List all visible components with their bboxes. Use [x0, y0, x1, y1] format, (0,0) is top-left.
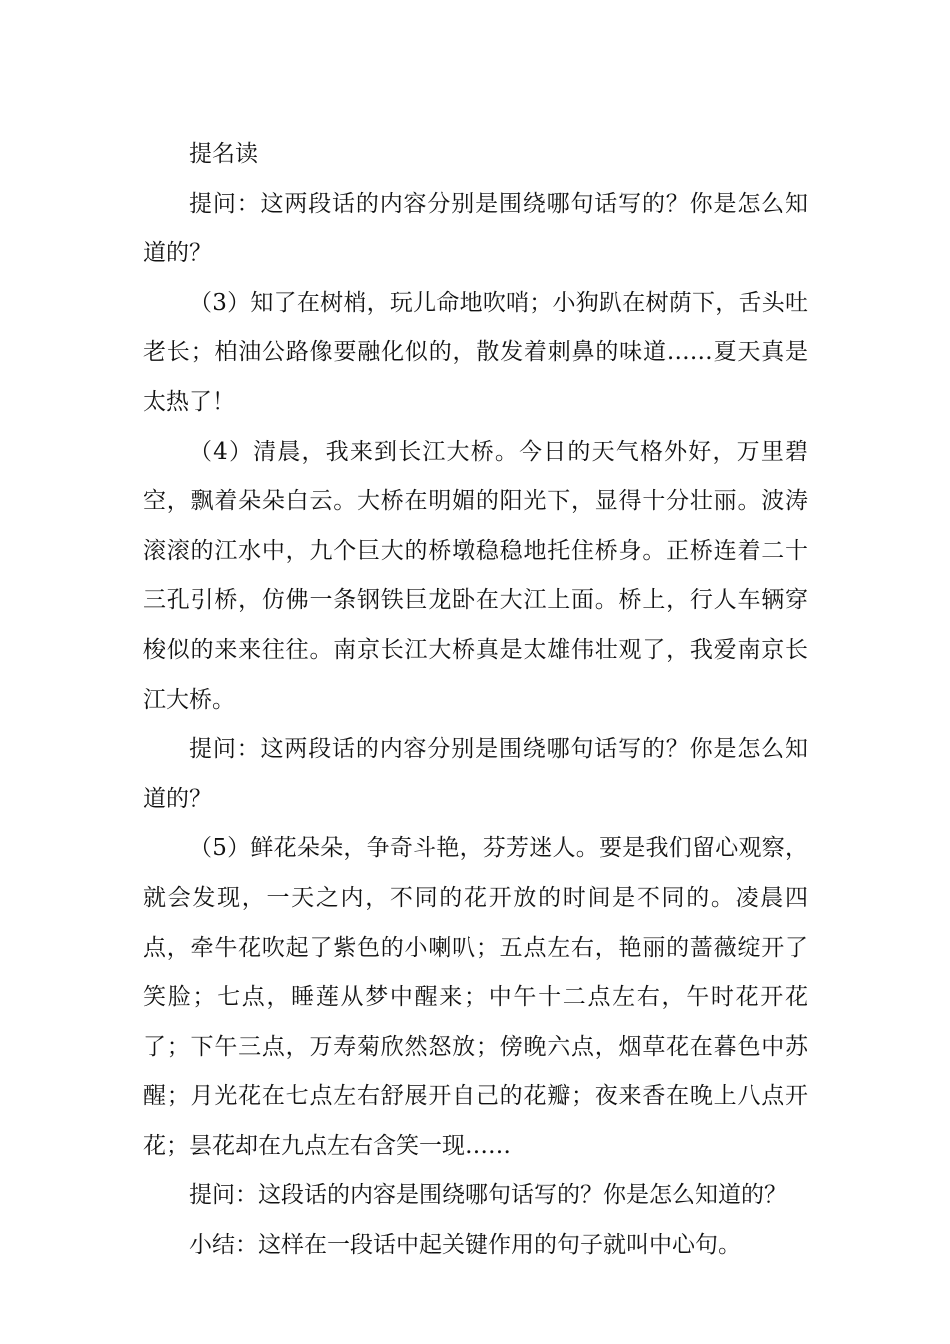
- paragraph-example-5: （5）鲜花朵朵，争奇斗艳，芬芳迷人。要是我们留心观察，就会发现，一天之内，不同的花开放的时间是不同的。凌晨四点，牵牛花吹起了紫色的小喇叭；五点左右，艳丽的蔷薇绽开了笑脸；七点，睡莲从梦中醒来；中午十二点左右，午时花开花了；下午三点，万寿菊欣然怒放；傍晚六点，烟草花在暮色中苏醒；月光花在七点左右舒展开自己的花瓣；夜来香在晚上八点开花；昙花却在九点左右含笑一现……: [143, 835, 808, 1159]
- paragraph-question-3: 提问：这段话的内容是围绕哪句话写的？你是怎么知道的？: [189, 1182, 787, 1209]
- paragraph-example-3: （3）知了在树梢，玩儿命地吹哨；小狗趴在树荫下，舌头吐老长；柏油公路像要融化似的，散发着刺鼻的味道……夏天真是太热了！: [143, 289, 808, 415]
- paragraph-example-4: （4）清晨，我来到长江大桥。今日的天气格外好，万里碧空，飘着朵朵白云。大桥在明媚的阳光下，显得十分壮丽。波涛滚滚的江水中，九个巨大的桥墩稳稳地托住桥身。正桥连着二十三孔引桥，仿佛一条钢铁巨龙卧在大江上面。桥上，行人车辆穿梭似的来来往往。南京长江大桥真是太雄伟壮观了，我爱南京长江大桥。: [143, 438, 808, 713]
- document-body: [143, 130, 808, 1271]
- paragraph-reading-instruction: 提名读: [189, 141, 258, 167]
- paragraph-question-2: 提问：这两段话的内容分别是围绕哪句话写的？你是怎么知道的？: [143, 736, 808, 812]
- paragraph-summary: 小结：这样在一段话中起关键作用的句子就叫中心句。: [189, 1232, 741, 1259]
- paragraph-question-1: 提问：这两段话的内容分别是围绕哪句话写的？你是怎么知道的？: [143, 190, 808, 267]
